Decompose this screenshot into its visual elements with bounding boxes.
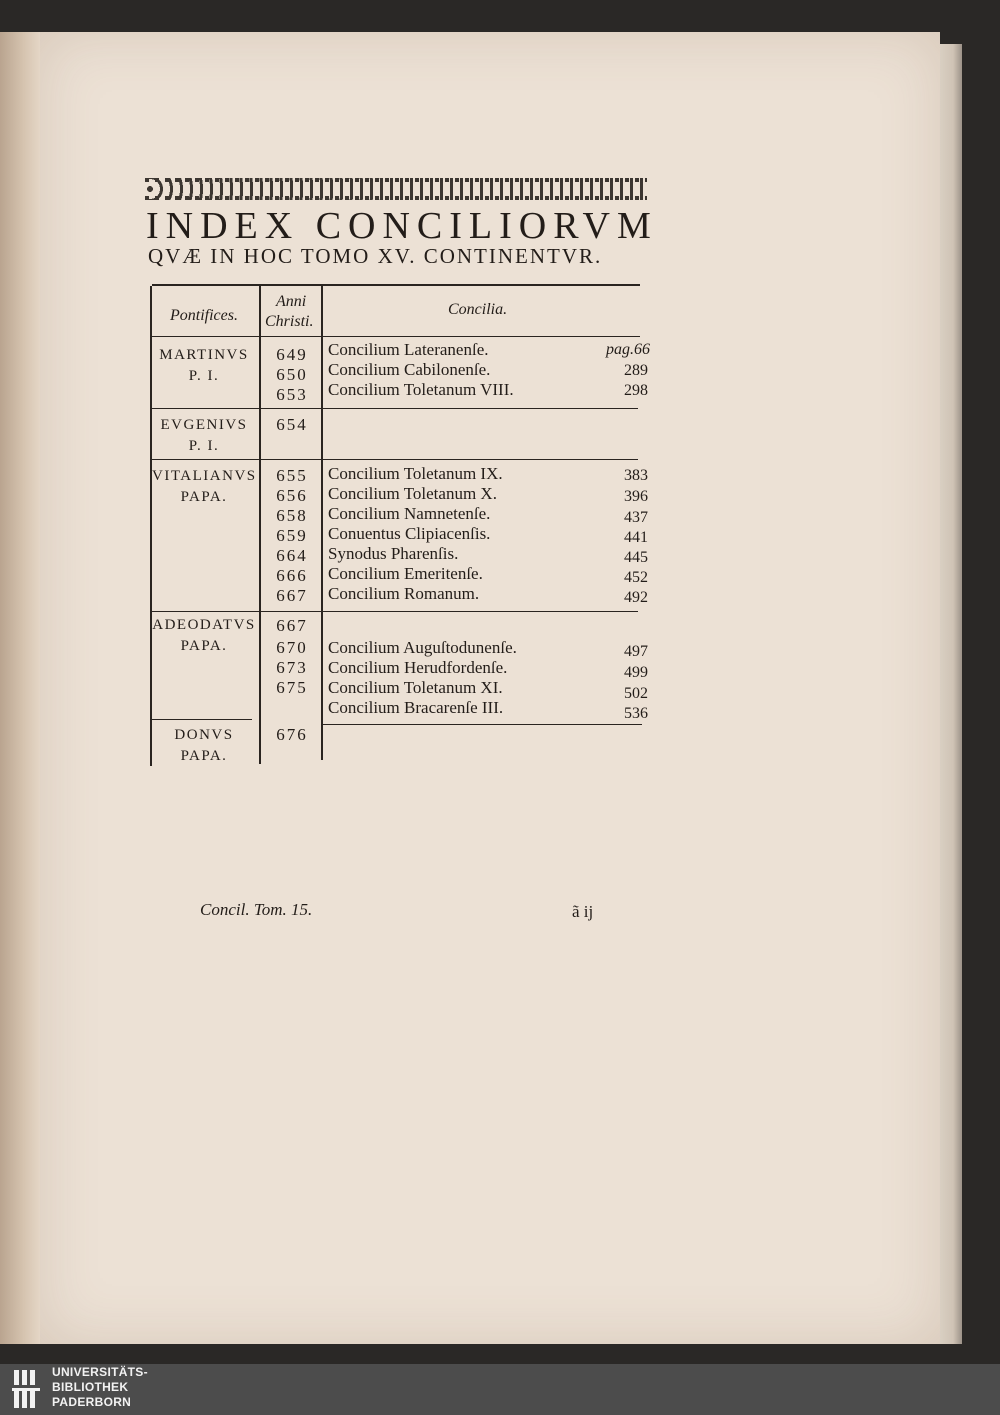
header-pontifices: Pontifices. <box>170 307 238 324</box>
column-rule-years <box>259 286 261 764</box>
page-number: 289 <box>624 362 648 379</box>
year-cell: 673 <box>276 658 308 677</box>
year-cell: 659 <box>276 526 308 545</box>
header-christi: Christi. <box>265 313 314 330</box>
pontiff-title: PAPA. <box>180 748 228 764</box>
concilium-entry: Concilium Toletanum XI. <box>328 678 503 697</box>
concilium-entry: Concilium Cabilonenſe. <box>328 360 491 379</box>
pontiff-name: DONVS <box>174 727 234 743</box>
concilium-entry: Concilium Lateranenſe. <box>328 340 489 359</box>
library-line: BIBLIOTHEK <box>52 1380 129 1394</box>
concilium-entry: Concilium Romanum. <box>328 584 480 603</box>
pontiff-title: P. I. <box>188 368 220 384</box>
column-rule-concilia <box>321 286 323 760</box>
book-left-edge <box>0 32 40 1344</box>
library-name <box>52 1365 148 1410</box>
folio-signature: ã ij <box>572 902 594 921</box>
concilium-entry: Concilium Toletanum VIII. <box>328 380 514 399</box>
page-number: 396 <box>624 488 648 505</box>
year-cell: 656 <box>276 486 308 505</box>
concilium-entry: Concilium Bracarenſe III. <box>328 698 504 717</box>
section-rule <box>322 724 642 725</box>
section-rule <box>152 719 252 720</box>
page-number: 536 <box>624 705 648 722</box>
page-number: 452 <box>624 569 648 586</box>
year-cell: 650 <box>276 365 308 384</box>
page-value: 66 <box>634 341 650 358</box>
concilium-entry: Concilium Auguſtodunenſe. <box>328 638 517 657</box>
year-cell: 667 <box>276 616 308 635</box>
page-title: INDEX CONCILIORVM <box>146 205 658 247</box>
page-number: 499 <box>624 664 648 681</box>
book-right-edge <box>940 44 962 1344</box>
page-number: 383 <box>624 467 648 484</box>
year-cell: 655 <box>276 466 308 485</box>
pontiff-name: MARTINVS <box>159 347 249 363</box>
header-concilia: Concilia. <box>448 301 508 318</box>
section-rule <box>152 611 638 612</box>
page-number: 298 <box>624 382 648 399</box>
pontiff-title: PAPA. <box>180 638 228 654</box>
year-cell: 653 <box>276 385 308 404</box>
pontiff-martinus <box>152 345 256 387</box>
page-number: 492 <box>624 589 648 606</box>
year-cell: 658 <box>276 506 308 525</box>
page-number: 445 <box>624 549 648 566</box>
year-cell: 654 <box>276 415 308 434</box>
year-cell: 649 <box>276 345 308 364</box>
library-logo-icon <box>12 1368 42 1410</box>
library-line: UNIVERSITÄTS- <box>52 1365 148 1379</box>
year-cell: 675 <box>276 678 308 697</box>
concilium-entry: Synodus Pharenſis. <box>328 544 459 563</box>
year-cell: 664 <box>276 546 308 565</box>
year-cell: 670 <box>276 638 308 657</box>
page-subtitle: QVÆ IN HOC TOMO XV. CONTINENTVR. <box>148 244 603 268</box>
page-number: 497 <box>624 643 648 660</box>
signature-mark: Concil. Tom. 15. <box>200 900 313 919</box>
pontiff-name: ADEODATVS <box>152 617 256 633</box>
table-top-rule <box>152 284 640 286</box>
pontiff-donus <box>152 725 256 767</box>
pontiff-name: EVGENIVS <box>160 417 248 433</box>
page-number: 502 <box>624 685 648 702</box>
page-number: 441 <box>624 529 648 546</box>
page-number <box>570 340 650 360</box>
printer-ornament-band <box>145 178 647 200</box>
year-cell: 666 <box>276 566 308 585</box>
concilium-entry: Concilium Toletanum X. <box>328 484 497 503</box>
header-rule <box>152 336 640 337</box>
pontiff-adeodatus <box>152 615 256 657</box>
pontiff-eugenius <box>152 415 256 457</box>
concilium-entry: Conuentus Clipiacenſis. <box>328 524 491 543</box>
concilium-entry: Concilium Namnetenſe. <box>328 504 491 523</box>
section-rule <box>152 459 638 460</box>
concilium-entry: Concilium Emeritenſe. <box>328 564 483 583</box>
header-anni: Anni <box>276 293 307 310</box>
pontiff-title: P. I. <box>188 438 220 454</box>
pontiff-vitalianus <box>152 466 256 508</box>
page-number: 437 <box>624 509 648 526</box>
section-rule <box>152 408 638 409</box>
page-prefix: pag. <box>606 341 634 358</box>
pontiff-title: PAPA. <box>180 489 228 505</box>
year-cell: 676 <box>276 725 308 744</box>
pontiff-name: VITALIANVS <box>152 468 257 484</box>
library-banner <box>0 1364 1000 1415</box>
library-line: PADERBORN <box>52 1395 132 1409</box>
concilium-entry: Concilium Herudfordenſe. <box>328 658 508 677</box>
year-cell: 667 <box>276 586 308 605</box>
concilium-entry: Concilium Toletanum IX. <box>328 464 503 483</box>
